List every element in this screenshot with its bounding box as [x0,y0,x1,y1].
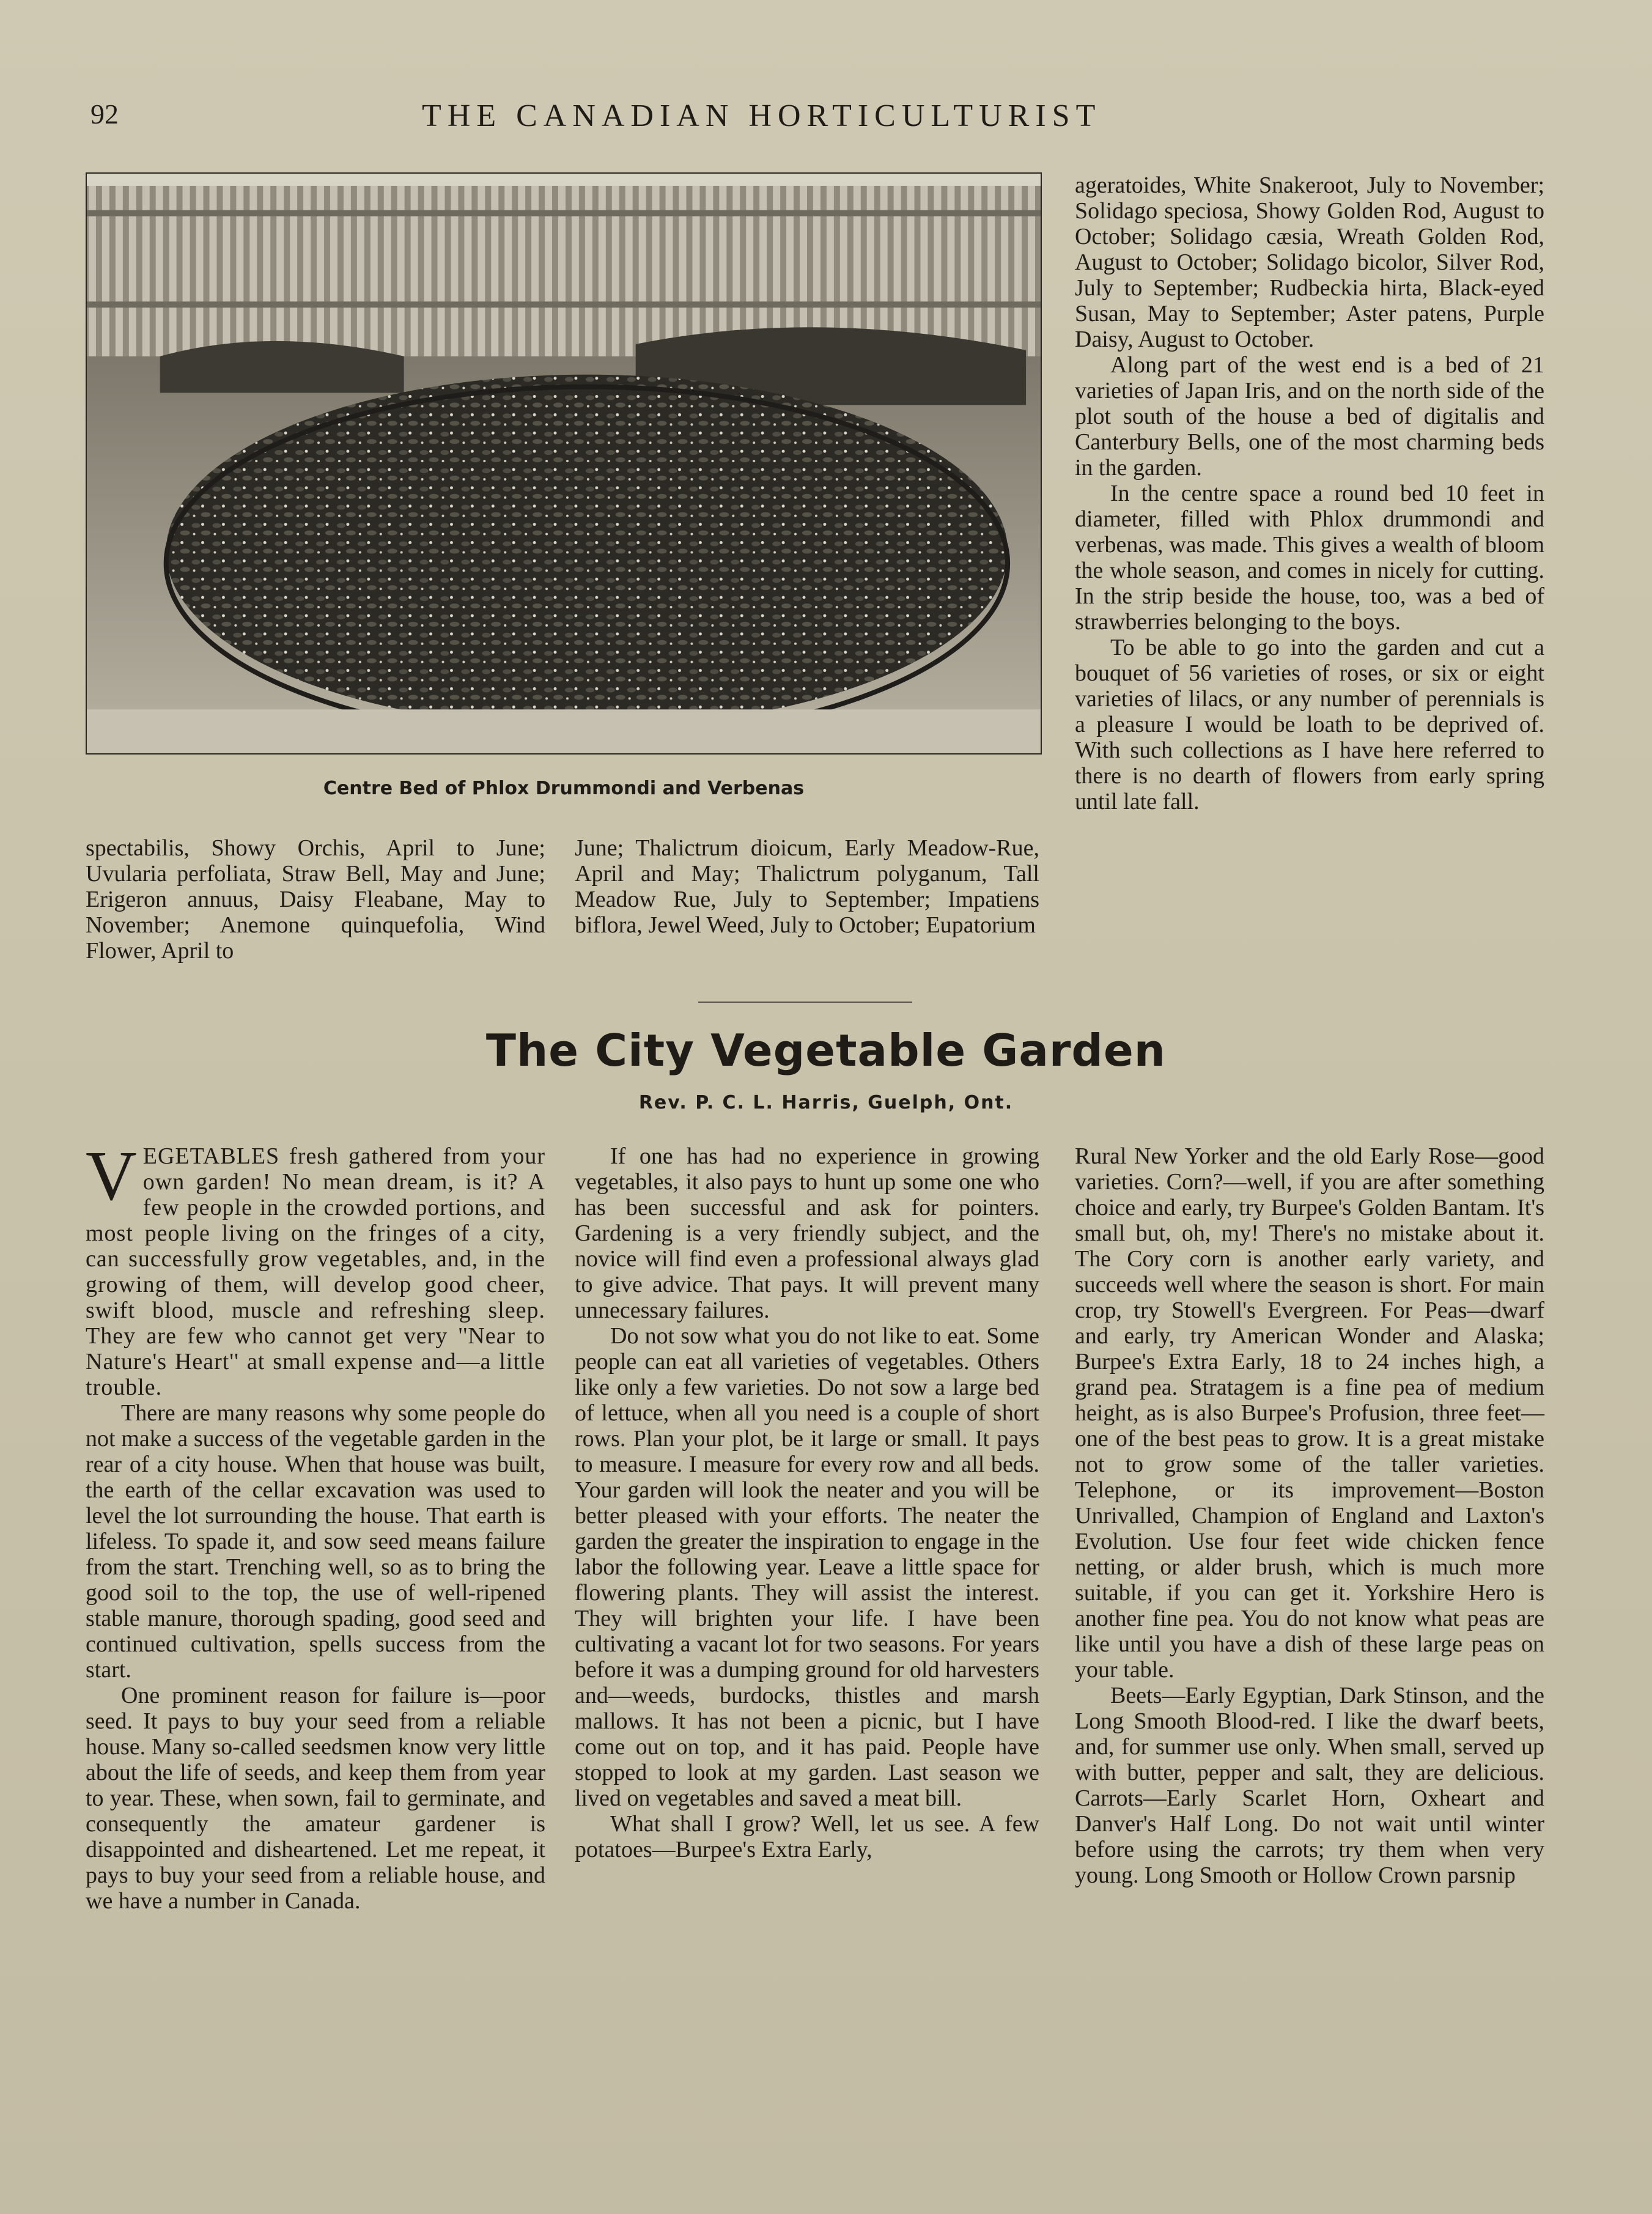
drop-cap: V [86,1137,137,1216]
upper-col3-para-3: In the centre space a round bed 10 feet in diameter, filled with Phlox drummondi and verbenas, was made. This gives a wealth of bloom the whole season, and comes in nicely for cutting. In the strip beside the house, too, was a bed of strawberries belonging to the boys. [1075,481,1544,635]
upper-column-1 [86,835,545,964]
article-col1-para-3: One prominent reason for failure is—poor seed. It pays to buy your seed from a reliable house. Many so-called seedsmen know very little about the life of seeds, and keep them from year to year. These, when sown, fail to germinate, and consequently the amateur gardener is disappointed and disheartened. Let me repeat, it pays to buy your seed from a reliable house, and we have a number in Canada. [86,1683,545,1914]
article-column-2 [575,1143,1039,1862]
upper-col3-para-1: ageratoides, White Snakeroot, July to November; Solidago speciosa, Showy Golden Rod, August to October; Solidago cæsia, Wreath Golden Rod, August to October; Solidago bicolor, Silver Rod, July to September; Rudbeckia hirta, Black-eyed Susan, May to September; Aster patens, Purple Daisy, August to October. [1075,172,1544,352]
running-head: THE CANADIAN HORTICULTURIST [422,98,1102,133]
upper-column-2 [575,835,1039,938]
garden-photo-image [87,174,1041,753]
upper-col1-text: spectabilis, Showy Orchis, April to June; Uvularia perfoliata, Straw Bell, May and June; Erigeron annuus, Daisy Fleabane, May to November; Anemone quinquefolia, Wind Flower, April to [86,835,545,964]
upper-col3-para-2: Along part of the west end is a bed of 21 varieties of Japan Iris, and on the north side of the plot south of the house a bed of digitalis and Canterbury Bells, one of the most charming beds in the garden. [1075,352,1544,481]
page-number: 92 [90,98,119,130]
article-col2-para-3: What shall I grow? Well, let us see. A few potatoes—Burpee's Extra Early, [575,1811,1039,1862]
section-divider [698,1002,912,1003]
article-byline: Rev. P. C. L. Harris, Guelph, Ont. [638,1092,1014,1113]
article-col1-para-2: There are many reasons why some people do not make a success of the vegetable garden in the rear of a city house. When that house was built, the earth of the cellar excavation was used to level the lot surrounding the house. That earth is lifeless. To spade it, and sow seed means failure from the start. Trenching well, so as to bring the good soil to the top, the use of well-ripened stable manure, thorough spading, good seed and continued cultivation, spells success from the start. [86,1400,545,1683]
upper-col3-para-4: To be able to go into the garden and cut a bouquet of 56 varieties of roses, or six or eight varieties of lilacs, or any number of perennials is a pleasure I would be loath to be deprived of. With such collections as I have here referred to there is no dearth of flowers from early spring until late fall. [1075,635,1544,814]
article-column-3 [1075,1143,1544,1888]
garden-photograph [86,172,1042,755]
article-title: The City Vegetable Garden [485,1025,1167,1076]
article-col3-para-2: Beets—Early Egyptian, Dark Stinson, and the Long Smooth Blood-red. I like the dwarf beets, and, for summer use only. When small, served up with butter, pepper and salt, they are delicious. Carrots—Early Scarlet Horn, Oxheart and Danver's Half Long. Do not wait until winter before using the carrots; try them when very young. Long Smooth or Hollow Crown parsnip [1075,1683,1544,1888]
photo-caption: Centre Bed of Phlox Drummondi and Verbenas [323,778,805,799]
article-col2-para-1: If one has had no experience in growing vegetables, it also pays to hunt up some one who has been successful and ask for pointers. Gardening is a very friendly subject, and the novice will find even a professional always glad to give advice. That pays. It will prevent many unnecessary failures. [575,1143,1039,1323]
article-col3-para-1: Rural New Yorker and the old Early Rose—good varieties. Corn?—well, if you are after something choice and early, try Burpee's Golden Bantam. It's small but, oh, my! There's no mistake about it. The Cory corn is another early variety, and succeeds well where the season is short. For main crop, try Stowell's Evergreen. For Peas—dwarf and early, try American Wonder and Alaska; Burpee's Extra Early, 18 to 24 inches high, a grand pea. Stratagem is a fine pea of medium height, as is also Burpee's Profusion, three feet—one of the best peas to grow. It is a great mistake not to grow some of the taller varieties. Telephone, or its improvement—Boston Unrivalled, Champion of England and Laxton's Evolution. Use four feet wide chicken fence netting, or alder brush, which is much more suitable, if you can get it. Yorkshire Hero is another fine pea. You do not know what peas are like until you have a dish of these large peas on your table. [1075,1143,1544,1683]
article-column-1 [86,1137,545,1914]
article-col2-para-2: Do not sow what you do not like to eat. Some people can eat all varieties of vegetables. Others like only a few varieties. Do not sow a large bed of lettuce, when all you need is a couple of short rows. Plan your plot, be it large or small. It pays to measure. I measure for every row and all beds. Your garden will look the neater and you will be better pleased with your efforts. The neater the garden the greater the inspiration to engage in the labor the following year. Leave a little space for flowering plants. They will assist the interest. They will brighten your life. I have been cultivating a vacant lot for two seasons. For years before it was a dumping ground for old harvesters and—weeds, burdocks, thistles and marsh mallows. It has not been a picnic, but I have come out on top, and it has paid. People have stopped to look at my garden. Last season we lived on vegetables and saved a meat bill. [575,1323,1039,1811]
upper-col2-text: June; Thalictrum dioicum, Early Meadow-Rue, April and May; Thalictrum polyganum, Tall Meadow Rue, July to September; Impatiens biflora, Jewel Weed, July to October; Eupatorium [575,835,1039,938]
upper-column-3 [1075,172,1544,814]
article-opening-paragraph [86,1137,545,1400]
article-opening-text: EGETABLES fresh gathered from your own garden! No mean dream, is it? A few people in the crowded portions, and most people living on the fringes of a city, can successfully grow vegetables, and, in the growing of them, will develop good cheer, swift blood, muscle and refreshing sleep. They are few who cannot get very ''Near to Nature's Heart'' at small expense and—a little trouble. [86,1143,545,1400]
